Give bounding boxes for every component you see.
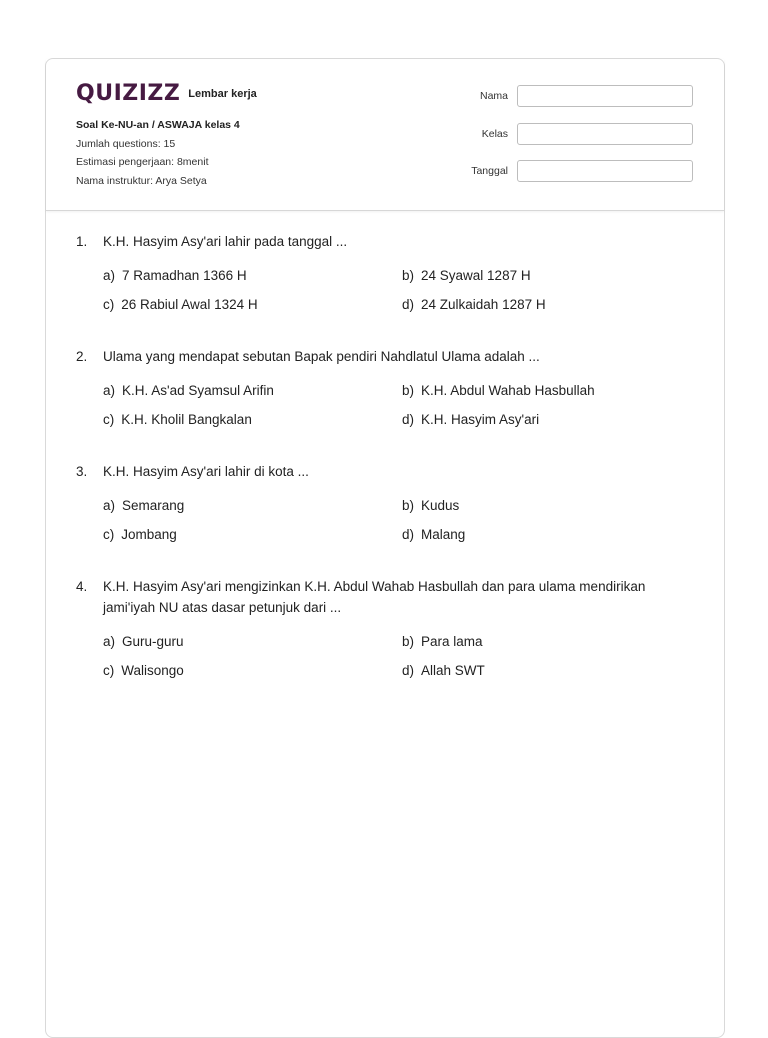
option-text: Kudus — [421, 498, 460, 513]
answer-option[interactable] — [402, 410, 696, 430]
worksheet-title: Soal Ke-NU-an / ASWAJA kelas 4 — [76, 119, 240, 131]
option-text: Malang — [421, 527, 466, 542]
option-text: 26 Rabiul Awal 1324 H — [121, 297, 258, 312]
option-letter: c) — [103, 412, 115, 427]
option-letter: c) — [103, 663, 115, 678]
option-text: Jombang — [121, 527, 177, 542]
question-item — [76, 231, 696, 315]
answer-option[interactable] — [103, 381, 402, 401]
question-text: K.H. Hasyim Asy'ari lahir di kota ... — [103, 464, 309, 479]
question-count: Jumlah questions: 15 — [76, 137, 176, 150]
question-number: 2. — [76, 349, 88, 364]
name-label: Nama — [479, 90, 508, 102]
date-label: Tanggal — [471, 165, 508, 177]
option-letter: c) — [103, 527, 115, 542]
question-text: K.H. Hasyim Asy'ari mengizinkan K.H. Abdul Wahab Hasbullah dan para ulama mendirikan jami'iyah NU atas dasar petunjuk dari ... — [103, 579, 646, 615]
date-field[interactable] — [517, 160, 693, 182]
answer-options — [103, 381, 696, 430]
class-label: Kelas — [481, 127, 508, 140]
question-number: 4. — [76, 579, 88, 594]
option-letter: b) — [402, 634, 415, 649]
option-text: Para lama — [421, 634, 483, 649]
answer-option[interactable] — [103, 410, 402, 430]
answer-option[interactable] — [103, 661, 402, 681]
option-text: K.H. As'ad Syamsul Arifin — [122, 383, 274, 398]
worksheet-meta — [76, 116, 240, 190]
option-text: Walisongo — [121, 663, 184, 678]
name-field-row — [453, 85, 693, 107]
option-letter: a) — [103, 383, 116, 398]
option-text: 24 Syawal 1287 H — [421, 268, 531, 283]
option-letter: b) — [402, 383, 415, 398]
answer-options — [103, 632, 696, 681]
option-text: K.H. Hasyim Asy'ari — [421, 412, 540, 427]
option-letter: b) — [402, 498, 415, 513]
answer-option[interactable] — [103, 496, 402, 516]
student-fields — [453, 85, 693, 198]
brand — [76, 81, 257, 106]
question-text: Ulama yang mendapat sebutan Bapak pendiri Nahdlatul Ulama adalah ... — [103, 349, 540, 364]
question-number: 3. — [76, 464, 88, 479]
option-text: Semarang — [122, 498, 185, 513]
question-text-row — [76, 231, 696, 252]
answer-options — [103, 266, 696, 315]
answer-option[interactable] — [402, 525, 696, 545]
time-estimate: Estimasi pengerjaan: 8menit — [76, 156, 209, 168]
option-text: K.H. Abdul Wahab Hasbullah — [421, 383, 595, 398]
answer-option[interactable] — [402, 295, 696, 315]
option-text: K.H. Kholil Bangkalan — [121, 412, 252, 427]
answer-option[interactable] — [402, 381, 696, 401]
question-item — [76, 461, 696, 545]
option-letter: a) — [103, 268, 116, 283]
option-letter: b) — [402, 268, 415, 283]
answer-option[interactable] — [103, 295, 402, 315]
instructor-name: Nama instruktur: Arya Setya — [76, 174, 207, 187]
option-text: Guru-guru — [122, 634, 184, 649]
question-item — [76, 576, 696, 681]
worksheet-label: Lembar kerja — [188, 87, 257, 100]
option-letter: d) — [402, 412, 415, 427]
name-field[interactable] — [517, 85, 693, 107]
question-text-row — [76, 461, 696, 482]
class-field-row — [453, 123, 693, 145]
answer-option[interactable] — [103, 266, 402, 286]
class-field[interactable] — [517, 123, 693, 145]
answer-option[interactable] — [103, 632, 402, 652]
answer-option[interactable] — [103, 525, 402, 545]
answer-options — [103, 496, 696, 545]
option-text: 24 Zulkaidah 1287 H — [421, 297, 546, 312]
answer-option[interactable] — [402, 266, 696, 286]
question-list — [76, 231, 696, 712]
question-number: 1. — [76, 234, 88, 249]
question-text-row — [76, 346, 696, 367]
question-item — [76, 346, 696, 430]
worksheet-header — [46, 59, 724, 211]
option-letter: d) — [402, 527, 415, 542]
answer-option[interactable] — [402, 632, 696, 652]
question-text-row — [76, 576, 696, 618]
option-letter: d) — [402, 663, 415, 678]
answer-option[interactable] — [402, 661, 696, 681]
option-text: Allah SWT — [421, 663, 485, 678]
option-text: 7 Ramadhan 1366 H — [122, 268, 247, 283]
answer-option[interactable] — [402, 496, 696, 516]
option-letter: d) — [402, 297, 415, 312]
question-text: K.H. Hasyim Asy'ari lahir pada tanggal ... — [103, 234, 348, 249]
date-field-row — [453, 160, 693, 182]
option-letter: a) — [103, 634, 116, 649]
quizizz-logo: QUIZIZZ — [76, 81, 181, 106]
option-letter: a) — [103, 498, 116, 513]
option-letter: c) — [103, 297, 115, 312]
worksheet-page — [45, 58, 725, 1038]
